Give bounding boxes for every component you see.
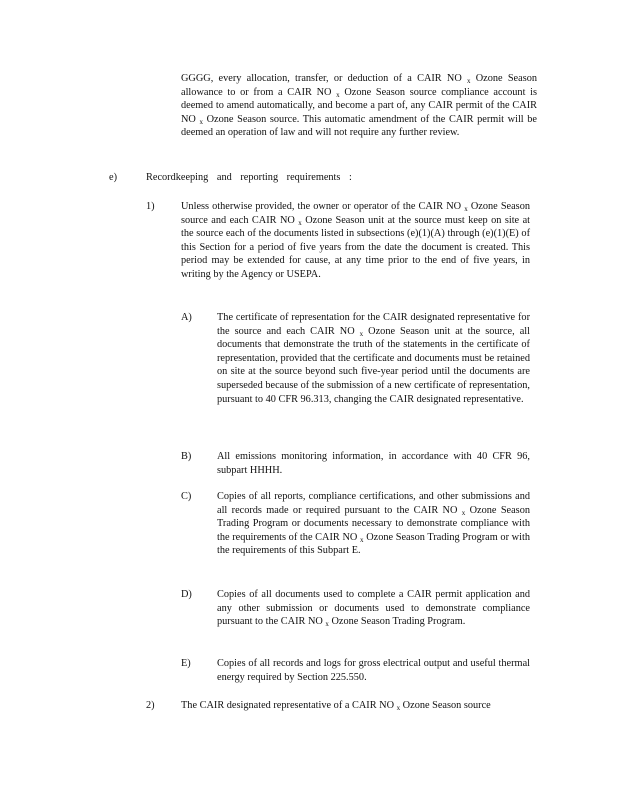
subscript-x: x	[461, 508, 466, 517]
sub-item-b-label: B)	[181, 451, 192, 462]
subscript-x: x	[298, 218, 302, 227]
sub-item-a-label: A)	[181, 312, 192, 323]
subscript-x: x	[464, 205, 468, 213]
sub-item-b-text	[217, 450, 530, 477]
intro-paragraph	[181, 72, 537, 140]
section-e-label: e)	[109, 172, 117, 183]
item-1-text	[181, 200, 530, 282]
sub-item-b-paragraph: All emissions monitoring information, in accordance with 40 CFR 96, subpart HHHH.	[217, 451, 530, 476]
item-1-paragraph: Unless otherwise provided, the owner or operator of the CAIR NO $_x$ Ozone Season source and each CAIR NO $_x$ Ozone Season unit at the source must keep on site at the source each of the documents listed in subsections (e)(1)(A) through (e)(1)(E) of this Section for a period of five years from the date the document is created. This period may be extended for cause, at any time prior to the end of five years, in writing by the Agency or USEPA.	[181, 201, 530, 280]
intro-paragraph-text: GGGG, every allocation, transfer, or deduction of a CAIR NO $_x$ Ozone Season allowance to or from a CAIR NO $_x$ Ozone Season source compliance account is deemed to amend automatically, and become a part of, any CAIR permit of the CAIR NO $_x$ Ozone Season source. This automatic amendment of the CAIR permit will be deemed an operation of law and will not require any further review.	[181, 73, 538, 139]
subscript-x: x	[360, 535, 364, 544]
subscript-x: x	[336, 90, 340, 99]
subscript-x: x	[325, 620, 329, 629]
sub-item-d-text	[217, 588, 530, 629]
subscript-x: x	[467, 77, 471, 85]
subscript-x: x	[359, 329, 364, 338]
sub-item-d-label: D)	[181, 589, 192, 600]
sub-item-c-paragraph: Copies of all reports, compliance certifications, and other submissions and all records made or required pursuant to the CAIR NO $_x$ Ozone Season Trading Program or documents necessary to demonstrate compliance with the requirements of the CAIR NO $_x$ Ozone Season Trading Program or with the requirements of this Subpart E.	[217, 491, 530, 557]
sub-item-c-text	[217, 490, 530, 558]
item-2-paragraph: The CAIR designated representative of a CAIR NO $_x$ Ozone Season source	[181, 700, 491, 712]
item-2-text	[181, 699, 530, 713]
section-e-heading: Recordkeeping and reporting requirements :	[146, 172, 352, 183]
item-1-label: 1)	[146, 201, 155, 212]
sub-item-e-paragraph: Copies of all records and logs for gross electrical output and useful thermal energy required by Section 225.550.	[217, 658, 530, 683]
sub-item-c-label: C)	[181, 491, 192, 502]
sub-item-a-paragraph: The certificate of representation for the CAIR designated representative for the source and each CAIR NO $_x$ Ozone Season unit at the source, all documents that demonstrate the truth of the statements in the certificate of representation, provided that the certificate and documents must be retained on site at the source beyond such five-year period until the documents are superseded because of the submission of a new certificate of representation, pursuant to 40 CFR 96.313, changing the CAIR designated representative.	[217, 312, 530, 405]
subscript-x: x	[396, 704, 401, 712]
item-2-label: 2)	[146, 700, 155, 711]
sub-item-e-label: E)	[181, 658, 191, 669]
sub-item-d-paragraph: Copies of all documents used to complete a CAIR permit application and any other submission or documents used to demonstrate compliance pursuant to the CAIR NO $_x$ Ozone Season Trading Program.	[217, 589, 530, 629]
subscript-x: x	[199, 117, 203, 126]
sub-item-e-text	[217, 657, 530, 684]
sub-item-a-text	[217, 311, 530, 406]
